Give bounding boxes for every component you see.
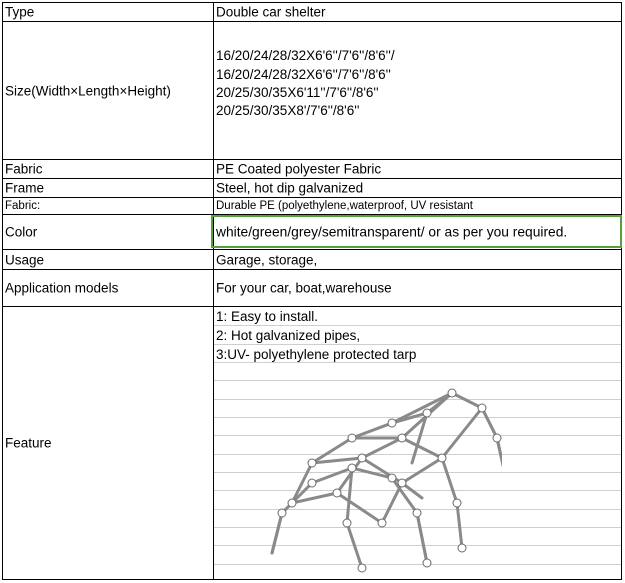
feature-item: 3:UV- polyethylene protected tarp (216, 347, 417, 362)
size-label-cell (2, 21, 213, 159)
row-type (2, 2, 622, 21)
shelter-frame-diagram (252, 383, 502, 573)
size-value-line: 20/25/30/35X8'/7'6''/8'6'' (216, 103, 360, 118)
application-value-cell (213, 269, 622, 306)
size-value-line: 16/20/24/28/32X6'6''/7'6''/8'6'' (216, 67, 391, 82)
feature-label: Feature (5, 435, 52, 451)
size-label: Size(Width×Length×Height) (5, 83, 171, 98)
type-value-cell (213, 2, 622, 21)
color-label-cell (2, 214, 213, 249)
fabric-material-label: Fabric: (5, 200, 41, 212)
feature-item: 1: Easy to install. (216, 309, 319, 324)
type-label-cell (2, 2, 213, 21)
row-usage (2, 249, 622, 269)
row-fabric-material (2, 197, 622, 214)
color-label: Color (5, 224, 38, 240)
frame-label: Frame (5, 180, 45, 196)
usage-value: Garage, storage, (216, 252, 318, 267)
fabric-material-value-cell (213, 197, 622, 214)
fabric-material-label-cell (2, 197, 213, 214)
frame-value-cell (213, 178, 622, 197)
color-value: white/green/grey/semitransparent/ or as per you required. (216, 224, 568, 240)
feature-label-cell (2, 306, 213, 579)
fabric-label-cell (2, 159, 213, 178)
row-fabric (2, 159, 622, 178)
spec-sheet (2, 2, 622, 580)
usage-label-cell (2, 249, 213, 269)
usage-value-cell (213, 249, 622, 269)
application-label-cell (2, 269, 213, 306)
feature-value-cell (213, 306, 622, 579)
size-value-cell (213, 21, 622, 159)
feature-item: 2: Hot galvanized pipes, (216, 328, 361, 343)
row-application (2, 269, 622, 306)
size-value-line: 20/25/30/35X6'11''/7'6''/8'6'' (216, 85, 379, 100)
fabric-material-value: Durable PE (polyethylene,waterproof, UV resistant (216, 200, 473, 212)
application-value: For your car, boat,warehouse (216, 280, 392, 296)
row-frame (2, 178, 622, 197)
fabric-value: PE Coated polyester Fabric (216, 161, 382, 177)
size-value-line: 16/20/24/28/32X6'6''/7'6''/8'6''/ (216, 48, 395, 63)
type-label: Type (5, 4, 35, 20)
row-feature (2, 306, 622, 579)
application-label: Application models (5, 280, 119, 296)
row-size (2, 21, 622, 159)
selected-cell-highlight[interactable] (211, 215, 622, 248)
frame-value: Steel, hot dip galvanized (216, 180, 364, 196)
fabric-label: Fabric (5, 161, 43, 177)
frame-label-cell (2, 178, 213, 197)
usage-label: Usage (5, 252, 45, 267)
table-bottom-border (2, 579, 622, 580)
fabric-value-cell (213, 159, 622, 178)
type-value: Double car shelter (216, 4, 326, 20)
